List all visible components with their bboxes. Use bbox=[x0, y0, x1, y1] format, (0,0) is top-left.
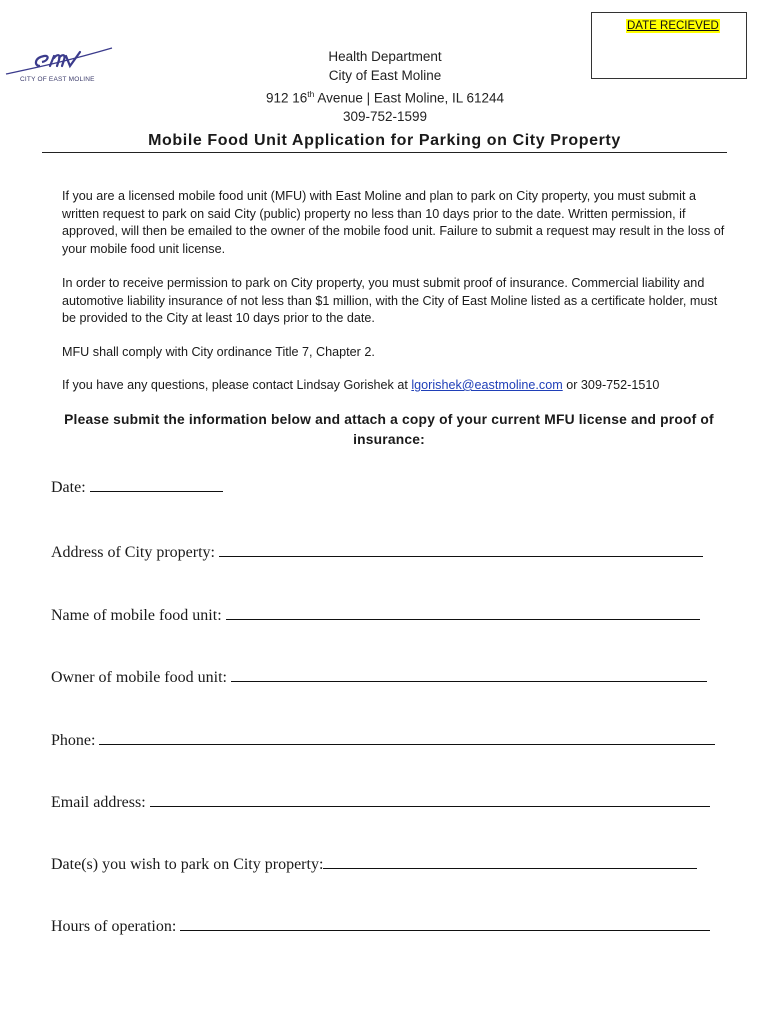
date-field-label: Date: bbox=[51, 479, 86, 496]
date-received-label: DATE RECIEVED bbox=[627, 20, 719, 32]
department-name: Health Department bbox=[328, 49, 442, 64]
department-header bbox=[230, 48, 540, 127]
department-address: 912 16th Avenue | East Moline, IL 61244 bbox=[265, 89, 505, 106]
logo-caption: CITY OF EAST MOLINE bbox=[20, 76, 95, 83]
phone-field-label: Phone: bbox=[51, 732, 96, 749]
park-dates-field-label: Date(s) you wish to park on City property: bbox=[51, 856, 324, 873]
ordinance-paragraph: MFU shall comply with City ordinance Title 7, Chapter 2. bbox=[62, 345, 375, 359]
submit-instructions: Please submit the information below and attach a copy of your current MFU license and proof of insurance: bbox=[64, 412, 714, 447]
city-logo-em-icon bbox=[4, 44, 116, 78]
date-field bbox=[51, 477, 223, 498]
contact-email-link[interactable]: lgorishek@eastmoline.com bbox=[411, 378, 563, 392]
city-name: City of East Moline bbox=[328, 67, 442, 83]
title-divider bbox=[42, 152, 727, 153]
hours-field bbox=[51, 916, 710, 937]
address-field bbox=[51, 542, 703, 563]
phone-field bbox=[51, 730, 715, 751]
insurance-paragraph: In order to receive permission to park on City property, you must submit proof of insurance. Commercial liability and automotive liability insurance of not less than $1 million, with the City of East Moline listed as a certificate holder, must be provided to the City at least 10 days prior to the date. bbox=[62, 276, 718, 326]
name-field-label: Name of mobile food unit: bbox=[51, 607, 222, 624]
owner-input-line[interactable] bbox=[231, 667, 707, 682]
park-dates-field bbox=[51, 854, 697, 875]
hours-input-line[interactable] bbox=[180, 916, 710, 931]
address-field-label: Address of City property: bbox=[51, 544, 215, 561]
email-field-label: Email address: bbox=[51, 794, 146, 811]
phone-input-line[interactable] bbox=[99, 730, 715, 745]
name-field bbox=[51, 605, 700, 626]
department-phone: 309-752-1599 bbox=[342, 109, 428, 124]
date-received-box[interactable] bbox=[591, 12, 747, 79]
address-input-line[interactable] bbox=[219, 542, 703, 557]
city-logo bbox=[4, 44, 116, 90]
intro-paragraph: If you are a licensed mobile food unit (MFU) with East Moline and plan to park on City property, you must submit a written request to park on said City (public) property no less than 10 days prior to the date. Written permission, if approved, will then be emailed to the owner of the mobile food unit. Failure to submit a request may result in the loss of your mobile food unit license. bbox=[62, 189, 725, 256]
email-input-line[interactable] bbox=[150, 792, 710, 807]
date-input-line[interactable] bbox=[90, 477, 223, 492]
park-dates-input-line[interactable] bbox=[323, 854, 697, 869]
hours-field-label: Hours of operation: bbox=[51, 918, 177, 935]
owner-field bbox=[51, 667, 707, 688]
contact-paragraph: If you have any questions, please contact Lindsay Gorishek at lgorishek@eastmoline.com or 309-752-1510 bbox=[62, 378, 660, 392]
owner-field-label: Owner of mobile food unit: bbox=[51, 669, 227, 686]
email-field bbox=[51, 792, 710, 813]
name-input-line[interactable] bbox=[226, 605, 700, 620]
page-title: Mobile Food Unit Application for Parking on City Property bbox=[148, 132, 621, 149]
